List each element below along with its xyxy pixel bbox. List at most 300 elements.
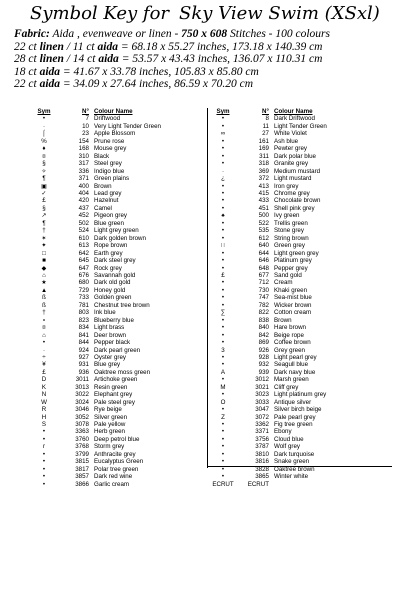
table-row — [30, 354, 212, 361]
number-cell: 640 — [258, 242, 269, 250]
table-row — [30, 235, 212, 242]
number-cell: 11 — [262, 122, 269, 130]
colour-name-cell: Storm grey — [94, 443, 125, 451]
header-num: N° — [82, 108, 89, 115]
number-cell: 317 — [78, 160, 89, 168]
symbol-key-title — [30, 3, 410, 24]
table-row — [30, 242, 212, 249]
table-row — [208, 451, 379, 458]
table-row — [208, 347, 379, 354]
colour-name-cell: Pepper black — [94, 339, 131, 347]
colour-name-cell: Wolf grey — [274, 443, 301, 451]
number-cell: 371 — [78, 175, 89, 183]
table-row — [208, 391, 379, 398]
symbol-cell: ∘ — [42, 316, 46, 324]
table-row — [208, 458, 379, 465]
number-cell: 3012 — [255, 376, 269, 384]
symbol-cell: R — [41, 406, 47, 414]
colour-name-cell: Herb green — [94, 428, 125, 436]
colour-name-cell: Grey green — [274, 346, 305, 354]
colour-name-cell: Honey gold — [94, 286, 126, 294]
colour-name-cell: Hare brown — [274, 324, 306, 332]
size-line: 18 ct aida = 41.67 x 33.78 inches, 105.83 x 85.80 cm — [14, 65, 259, 78]
symbol-cell: M — [220, 383, 226, 391]
symbol-cell: • — [42, 465, 46, 473]
fabric-info — [14, 28, 414, 91]
colour-name-cell: Granite grey — [274, 160, 309, 168]
symbol-cell: • — [42, 480, 46, 488]
colour-name-cell: Prune rose — [94, 137, 125, 145]
number-cell: 3810 — [255, 450, 269, 458]
number-cell: 3024 — [75, 398, 89, 406]
colour-name-cell: Marsh green — [274, 376, 309, 384]
table-row — [208, 399, 379, 406]
number-cell: 3857 — [75, 473, 89, 481]
colour-name-cell: Light platinum grey — [274, 391, 327, 399]
symbol-cell: ✧ — [41, 167, 47, 175]
colour-name-cell: Light grey green — [94, 227, 139, 235]
table-row — [30, 473, 212, 480]
number-cell: 413 — [258, 182, 269, 190]
colour-name-cell: Light green grey — [274, 249, 319, 257]
symbol-cell: ¶ — [42, 175, 46, 183]
colour-name-cell: Dark red wine — [94, 473, 133, 481]
colour-name-cell: Steel grey — [94, 160, 122, 168]
table-row — [30, 421, 212, 428]
table-row — [208, 272, 379, 279]
colour-name-cell: Dark navy blue — [274, 368, 316, 376]
colour-name-cell: Green grey — [274, 242, 305, 250]
table-row — [208, 361, 379, 368]
colour-name-cell: Oaktree brown — [274, 465, 315, 473]
colour-name-cell: Deep petrol blue — [94, 435, 140, 443]
table-row — [30, 227, 212, 234]
number-cell: 823 — [78, 316, 89, 324]
colour-name-cell: Dark old gold — [94, 279, 131, 287]
table-row — [208, 205, 379, 212]
table-row — [208, 302, 379, 309]
symbol-cell: ¿ — [221, 175, 225, 183]
colour-name-cell: Oyster grey — [94, 353, 126, 361]
symbol-cell: H — [41, 413, 47, 421]
table-row — [208, 332, 379, 339]
symbol-cell: □ — [42, 249, 46, 257]
number-cell: 3023 — [255, 391, 269, 399]
symbol-cell: • — [221, 189, 225, 197]
symbol-cell: ⌂ — [42, 271, 46, 279]
colour-name-cell: Platinum grey — [274, 257, 312, 265]
colour-name-cell: White Violet — [274, 130, 307, 138]
colour-name-cell: Ebony — [274, 428, 292, 436]
title-key-label: Symbol Key for — [30, 3, 170, 24]
number-cell: 415 — [258, 189, 269, 197]
symbol-cell: ß — [42, 301, 46, 309]
colour-name-cell: Pale yellow — [94, 421, 126, 429]
number-cell: 612 — [258, 234, 269, 242]
number-cell: 729 — [78, 286, 89, 294]
symbol-cell: • — [42, 458, 46, 466]
colour-name-cell: Lead grey — [94, 189, 122, 197]
number-cell: 8 — [265, 115, 269, 123]
colour-name-cell: Dark pearl green — [94, 346, 141, 354]
number-cell: ECRUT — [247, 480, 269, 488]
number-cell: 535 — [258, 227, 269, 235]
symbol-cell: ¤ — [42, 152, 46, 160]
symbol-cell: • — [42, 115, 46, 123]
colour-name-cell: Dark steel grey — [94, 257, 136, 265]
colour-name-cell: Cloud blue — [274, 435, 304, 443]
colour-name-cell: Light brass — [94, 324, 125, 332]
table-row — [208, 406, 379, 413]
symbol-cell: £ — [42, 368, 46, 376]
number-cell: 646 — [258, 257, 269, 265]
colour-name-cell: Antique silver — [274, 398, 312, 406]
symbol-cell: • — [221, 152, 225, 160]
symbol-cell: • — [221, 339, 225, 347]
table-row — [30, 458, 212, 465]
size-line: 28 ct linen / 14 ct aida = 53.57 x 43.43 inches, 136.07 x 110.31 cm — [14, 53, 323, 66]
symbol-cell: ♠ — [221, 212, 225, 220]
table-row — [30, 332, 212, 339]
table-bottom-rule — [207, 466, 392, 467]
table-row — [208, 190, 379, 197]
table-row — [30, 436, 212, 443]
table-row — [30, 443, 212, 450]
number-cell: 372 — [258, 175, 269, 183]
number-cell: 927 — [78, 353, 89, 361]
symbol-cell: • — [221, 286, 225, 294]
symbol-cell: • — [221, 257, 225, 265]
colour-name-cell: Silver green — [94, 413, 128, 421]
colour-name-cell: Green plains — [94, 175, 130, 183]
number-cell: 645 — [78, 257, 89, 265]
symbol-cell: • — [221, 301, 225, 309]
symbol-cell: • — [221, 450, 225, 458]
colour-name-cell: Cotton cream — [274, 309, 312, 317]
table-row — [30, 115, 212, 122]
number-cell: 3363 — [75, 428, 89, 436]
colour-name-cell: Ink blue — [94, 309, 116, 317]
symbol-cell: • — [221, 435, 225, 443]
number-cell: 404 — [78, 189, 89, 197]
table-row — [30, 399, 212, 406]
symbol-cell: ∑ — [220, 309, 226, 317]
number-cell: 311 — [259, 152, 269, 160]
colour-name-cell: Garlic cream — [94, 480, 130, 488]
table-row — [30, 220, 212, 227]
table-row — [30, 138, 212, 145]
table-row — [208, 443, 379, 450]
table-row — [208, 481, 379, 488]
table-row — [208, 197, 379, 204]
symbol-cell: ▣ — [41, 182, 47, 190]
symbol-cell: ¶ — [42, 219, 46, 227]
colour-name-cell: Sea-mist blue — [274, 294, 312, 302]
colour-name-cell: Polar tree green — [94, 465, 139, 473]
colour-name-cell: Blue green — [94, 219, 124, 227]
table-row — [208, 436, 379, 443]
number-cell: 782 — [258, 301, 269, 309]
table-row — [30, 272, 212, 279]
symbol-cell: • — [221, 353, 225, 361]
number-cell: 524 — [78, 227, 89, 235]
table-row — [208, 309, 379, 316]
table-row — [208, 369, 379, 376]
number-cell: 7 — [85, 115, 89, 123]
number-cell: 3046 — [75, 406, 89, 414]
table-row — [30, 324, 212, 331]
colour-name-cell: Shell pink grey — [274, 204, 315, 212]
table-row — [30, 190, 212, 197]
symbol-cell: • — [221, 458, 225, 466]
number-cell: 644 — [258, 249, 269, 257]
table-row — [208, 183, 379, 190]
symbol-cell: · — [221, 167, 225, 175]
number-cell: 3815 — [75, 458, 89, 466]
stitch-count: 750 x 608 — [181, 28, 228, 40]
number-cell: 10 — [82, 122, 89, 130]
symbol-cell: § — [42, 204, 46, 212]
table-row — [30, 466, 212, 473]
table-row — [208, 294, 379, 301]
table-row — [208, 376, 379, 383]
colour-name-cell: Light pearl grey — [274, 353, 317, 361]
symbol-cell: † — [42, 309, 46, 317]
colour-name-cell: Snake green — [274, 458, 310, 466]
number-cell: 677 — [258, 271, 269, 279]
table-row — [208, 235, 379, 242]
number-cell: 3033 — [255, 398, 269, 406]
table-row — [30, 287, 212, 294]
table-header — [30, 108, 212, 115]
number-cell: 154 — [78, 137, 89, 145]
number-cell: 400 — [78, 182, 89, 190]
symbol-cell: D — [41, 376, 47, 384]
symbol-cell: ✦ — [41, 242, 47, 250]
symbol-cell: · — [42, 122, 46, 130]
symbol-cell: • — [221, 376, 225, 384]
number-cell: 3072 — [255, 413, 269, 421]
colour-name-cell: Camel — [94, 204, 112, 212]
symbol-cell: • — [221, 115, 225, 123]
number-cell: 680 — [78, 279, 89, 287]
colour-name-cell: Rye beige — [94, 406, 122, 414]
header-num: N° — [262, 108, 269, 115]
symbol-cell: ▲ — [40, 286, 48, 294]
number-cell: 3817 — [75, 465, 89, 473]
size-line: 22 ct linen / 11 ct aida = 68.18 x 55.27 inches, 173.18 x 140.39 cm — [14, 40, 323, 53]
table-row — [208, 265, 379, 272]
number-cell: 939 — [258, 368, 269, 376]
table-row — [208, 138, 379, 145]
number-cell: 3013 — [75, 383, 89, 391]
symbol-cell: • — [221, 137, 225, 145]
colour-name-cell: Dark turquoise — [274, 450, 315, 458]
number-cell: 3816 — [255, 458, 269, 466]
symbol-cell: • — [221, 160, 225, 168]
table-row — [30, 123, 212, 130]
number-cell: 822 — [258, 309, 269, 317]
table-row — [30, 428, 212, 435]
symbol-cell: • — [221, 361, 225, 369]
colour-name-cell: Seagull blue — [274, 361, 309, 369]
symbol-cell: · — [42, 346, 46, 354]
colour-name-cell: Light mustard — [274, 175, 312, 183]
table-row — [30, 279, 212, 286]
colour-name-cell: Stone grey — [274, 227, 304, 235]
table-row — [208, 317, 379, 324]
table-row — [30, 317, 212, 324]
number-cell: 838 — [258, 316, 269, 324]
number-cell: 3787 — [255, 443, 269, 451]
table-row — [208, 414, 379, 421]
table-row — [208, 473, 379, 480]
table-row — [208, 123, 379, 130]
number-cell: 433 — [258, 197, 269, 205]
number-cell: 931 — [78, 361, 89, 369]
table-row — [30, 265, 212, 272]
symbol-cell: • — [42, 339, 46, 347]
symbol-cell: K — [41, 383, 47, 391]
number-cell: 23 — [82, 130, 89, 138]
number-cell: 522 — [258, 219, 269, 227]
symbol-cell: ⌠ — [42, 130, 46, 138]
number-cell: 642 — [78, 249, 89, 257]
number-cell: 3866 — [75, 480, 89, 488]
number-cell: 437 — [78, 204, 89, 212]
symbol-cell: ∞ — [220, 130, 226, 138]
symbol-cell: r — [42, 443, 46, 451]
number-cell: 3011 — [75, 376, 89, 384]
number-cell: 610 — [78, 234, 89, 242]
table-row — [30, 183, 212, 190]
symbol-cell: • — [221, 234, 225, 242]
colour-name-cell: Blueberry blue — [94, 316, 134, 324]
symbol-cell: • — [221, 324, 225, 332]
number-cell: 733 — [78, 294, 89, 302]
colour-name-cell: Brown — [94, 182, 112, 190]
number-cell: 3768 — [75, 443, 89, 451]
symbol-cell: • — [42, 473, 46, 481]
symbol-cell: % — [41, 137, 47, 145]
number-cell: 926 — [258, 346, 269, 354]
number-cell: 168 — [78, 145, 89, 153]
colour-name-cell: Light Tender Green — [274, 122, 327, 130]
number-cell: 169 — [258, 145, 269, 153]
colour-name-cell: Pewter grey — [274, 145, 308, 153]
colour-name-cell: Rope brown — [94, 242, 128, 250]
table-row — [208, 354, 379, 361]
table-row — [30, 160, 212, 167]
colour-name-cell: Cliff grey — [274, 383, 299, 391]
number-cell: 502 — [78, 219, 89, 227]
colour-name-cell: Chrome grey — [274, 189, 310, 197]
table-row — [208, 339, 379, 346]
colour-name-cell: Elephant grey — [94, 391, 133, 399]
table-row — [30, 384, 212, 391]
table-row — [30, 414, 212, 421]
symbol-cell: • — [221, 316, 225, 324]
number-cell: 712 — [258, 279, 269, 287]
colour-key-table-right — [208, 108, 379, 488]
number-cell: 369 — [258, 167, 269, 175]
number-cell: 928 — [258, 353, 269, 361]
header-name: Colour Name — [94, 108, 133, 115]
number-cell: 647 — [78, 264, 89, 272]
number-cell: 161 — [258, 137, 269, 145]
table-row — [30, 212, 212, 219]
colour-name-cell: Anthracite grey — [94, 450, 136, 458]
colour-name-cell — [274, 481, 379, 488]
symbol-cell: S — [41, 421, 47, 429]
symbol-cell: ◆ — [41, 264, 47, 272]
number-cell: 27 — [262, 130, 269, 138]
number-cell: 310 — [78, 152, 89, 160]
number-cell: 3865 — [255, 473, 269, 481]
number-cell: 3799 — [75, 450, 89, 458]
number-cell: 840 — [258, 324, 269, 332]
number-cell: 613 — [78, 242, 89, 250]
colour-name-cell: Chestnut tree brown — [94, 301, 150, 309]
colour-name-cell: Chocolate brown — [274, 197, 321, 205]
symbol-cell: • — [42, 428, 46, 436]
symbol-cell: £ — [42, 197, 46, 205]
table-row — [208, 145, 379, 152]
symbol-cell: • — [221, 421, 225, 429]
colour-name-cell: Dark polar blue — [274, 152, 316, 160]
symbol-cell: • — [221, 249, 225, 257]
colour-name-cell: Dark Driftwood — [274, 115, 315, 123]
colour-name-cell: Indigo blue — [94, 167, 125, 175]
colour-name-cell: Ash blue — [274, 137, 299, 145]
table-row — [30, 406, 212, 413]
symbol-cell: • — [221, 331, 225, 339]
symbol-cell: ∷ — [221, 242, 225, 250]
table-row — [30, 175, 212, 182]
table-row — [30, 168, 212, 175]
table-row — [208, 130, 379, 137]
fabric-types: Aida , evenweave or linen - — [52, 28, 179, 40]
table-row — [30, 153, 212, 160]
number-cell: 730 — [258, 286, 269, 294]
symbol-cell: • — [221, 294, 225, 302]
number-cell: 842 — [258, 331, 269, 339]
number-cell: 781 — [78, 301, 89, 309]
number-cell: 803 — [78, 309, 89, 317]
number-cell: 844 — [78, 339, 89, 347]
symbol-cell: • — [221, 473, 225, 481]
colour-name-cell: Oaktree moss green — [94, 368, 151, 376]
table-header — [208, 108, 379, 115]
symbol-cell: • — [42, 450, 46, 458]
title-pattern-name: Sky View Swim (XSxl) — [179, 3, 380, 24]
colour-name-cell: Apple Blossom — [94, 130, 136, 138]
table-row — [208, 227, 379, 234]
symbol-cell: • — [221, 122, 225, 130]
symbol-cell: ★ — [41, 279, 47, 287]
symbol-cell: • — [221, 428, 225, 436]
symbol-cell: ■ — [42, 257, 46, 265]
symbol-cell: ECRUT — [212, 480, 234, 488]
header-sym: Sym — [37, 108, 51, 115]
table-row — [208, 175, 379, 182]
colour-name-cell: Pepper grey — [274, 264, 308, 272]
fabric-line — [14, 28, 414, 41]
symbol-cell: ¥ — [42, 361, 46, 369]
symbol-cell: ♦ — [42, 145, 46, 153]
symbol-cell: • — [221, 391, 225, 399]
number-cell: 3362 — [255, 421, 269, 429]
